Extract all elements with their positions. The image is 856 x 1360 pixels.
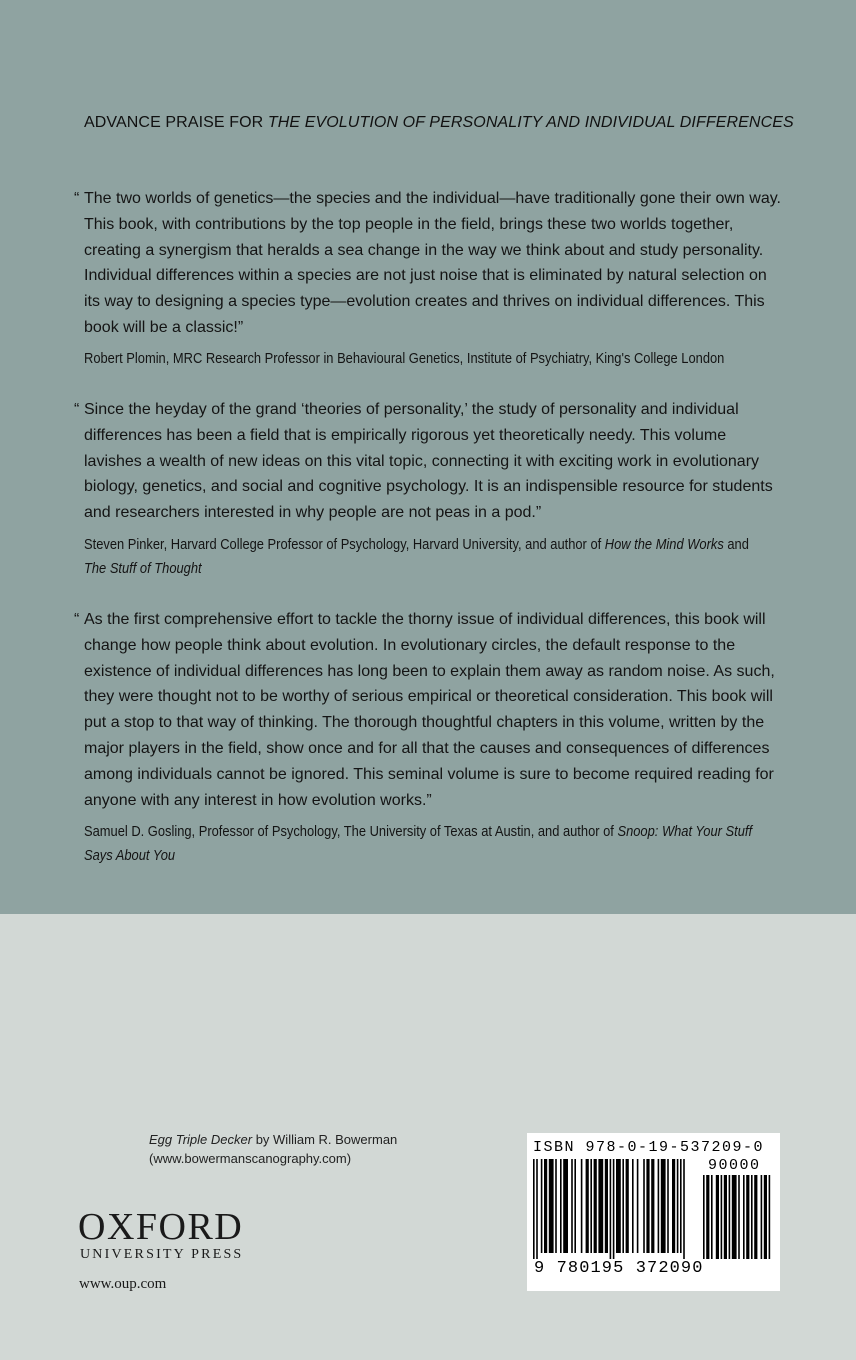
barcode-bar — [581, 1159, 583, 1253]
publisher-subtitle: UNIVERSITY PRESS — [80, 1247, 244, 1262]
open-quote-mark: “ — [74, 401, 80, 418]
barcode-bar — [622, 1159, 624, 1253]
quote-text: The two worlds of genetics—the species and the individual—have traditionally gone their own way. This book, with contributions by the top people in the field, brings these two worlds together, creating a synergism that heralds a sea change in the way we think about and study personality. Individual differences within a species are not just noise that is eliminated by natural selection on its way to designing a species type—evolution creates and thrives on individual differences. This book will be a classic!” — [84, 190, 781, 336]
barcode-bar — [651, 1159, 654, 1253]
barcode-bar — [721, 1175, 723, 1259]
quote-1 — [74, 186, 784, 341]
attribution-book-title: How the Mind Works — [604, 536, 724, 553]
barcode-bar — [555, 1159, 557, 1253]
barcode-bar — [716, 1175, 719, 1259]
attribution-book-title: Snoop: What Your Stuff Says About You — [84, 823, 753, 864]
barcode-bar — [560, 1159, 562, 1253]
barcode-bar — [729, 1175, 731, 1259]
barcode-bar — [594, 1159, 597, 1253]
artist-url: (www.bowermanscanography.com) — [149, 1151, 352, 1166]
barcode-bar — [571, 1159, 573, 1253]
barcode-bar — [574, 1159, 576, 1253]
artwork-title: Egg Triple Decker — [149, 1132, 253, 1147]
barcode-bar — [680, 1159, 682, 1253]
barcode-bar — [724, 1175, 727, 1259]
barcode-bar — [541, 1159, 543, 1253]
isbn-barcode — [527, 1133, 780, 1291]
barcode-bar — [616, 1159, 621, 1253]
barcode-digits: 9 780195 372090 — [534, 1259, 704, 1278]
barcode-bar — [563, 1159, 568, 1253]
barcode-bar — [533, 1159, 535, 1263]
barcode-bar — [590, 1159, 592, 1253]
quote-attribution: Samuel D. Gosling, Professor of Psychology, The University of Texas at Austin, and author of Snoop: What Your Stuff Says About You — [84, 823, 753, 864]
barcode-bar — [605, 1159, 608, 1253]
barcode-bar — [711, 1175, 713, 1259]
barcode-bar — [751, 1175, 753, 1259]
barcode-bar — [746, 1175, 749, 1259]
barcode-bar — [672, 1159, 675, 1253]
barcode-bar — [586, 1159, 589, 1253]
barcode-bar — [706, 1175, 709, 1259]
barcode-bar — [764, 1175, 767, 1259]
barcode-bar — [643, 1159, 645, 1253]
barcode-bar — [637, 1159, 639, 1253]
isbn-label: ISBN 978-0-19-537209-0 — [533, 1139, 765, 1156]
barcode-bar — [536, 1159, 538, 1263]
barcode-bar — [769, 1175, 771, 1259]
cover-art-credit — [149, 1130, 397, 1168]
barcode-bar — [677, 1159, 679, 1253]
barcode-bar — [683, 1159, 685, 1263]
barcode-bar — [658, 1159, 660, 1253]
barcode-bar — [610, 1159, 612, 1263]
quote-attribution: Steven Pinker, Harvard College Professor of Psychology, Harvard University, and author of How the Mind Works and The Stuff of Thought — [84, 536, 749, 577]
open-quote-mark: “ — [74, 190, 80, 207]
barcode-bar — [743, 1175, 745, 1259]
quote-2 — [74, 397, 784, 526]
quote-text: Since the heyday of the grand ‘theories of personality,’ the study of personality and individual differences has been a field that is empirically rigorous yet theoretically needy. This volume lavishes a wealth of new ideas on this vital topic, connecting it with exciting work in evolutionary biology, genetics, and social and cognitive psychology. It is an indispensible resource for students and researchers interested in why people are not peas in a pod.” — [84, 401, 773, 522]
barcode-bar — [549, 1159, 554, 1253]
price-code: 90000 — [708, 1157, 761, 1174]
barcode-bar — [703, 1175, 705, 1259]
barcode-bar — [738, 1175, 740, 1259]
barcode-bar — [632, 1159, 634, 1253]
barcode-bar — [646, 1159, 649, 1253]
publisher-logo: OXFORD — [78, 1206, 244, 1248]
quote-attribution: Robert Plomin, MRC Research Professor in Behavioural Genetics, Institute of Psychiatry, King's College London — [84, 350, 725, 367]
quote-text: As the first comprehensive effort to tackle the thorny issue of individual differences, this book will change how people think about evolution. In evolutionary circles, the default response to the existence of individual differences has long been to explain them away as random noise. As such, they were thought not to be worthy of serious empirical or theoretical consideration. This book will put a stop to that way of thinking. The thorough thoughtful chapters in this volume, written by the major players in the field, show once and for all that the causes and consequences of differences among individuals cannot be ignored. This seminal volume is sure to become required reading for anyone with any interest in how evolution works.” — [84, 611, 775, 809]
publisher-website: www.oup.com — [79, 1276, 167, 1292]
artist-name: by William R. Bowerman — [252, 1132, 398, 1147]
attribution-book-title: The Stuff of Thought — [84, 560, 202, 577]
barcode-bar — [598, 1159, 603, 1253]
quote-3 — [74, 607, 784, 813]
praise-heading — [84, 114, 824, 132]
barcode-bar — [667, 1159, 669, 1253]
barcode-bar — [661, 1159, 666, 1253]
barcode-bar — [754, 1175, 757, 1259]
barcode-bar — [613, 1159, 615, 1263]
heading-book-title: THE EVOLUTION OF PERSONALITY AND INDIVIDUAL DIFFERENCES — [267, 114, 794, 131]
barcode-bar — [761, 1175, 763, 1259]
barcode-bar — [626, 1159, 629, 1253]
barcode-bar — [544, 1159, 547, 1253]
barcode-bar — [732, 1175, 737, 1259]
ean13-barcode-bars — [531, 1159, 699, 1269]
open-quote-mark: “ — [74, 611, 80, 628]
price-barcode-bars — [701, 1175, 777, 1269]
heading-prefix: ADVANCE PRAISE FOR — [84, 114, 268, 131]
